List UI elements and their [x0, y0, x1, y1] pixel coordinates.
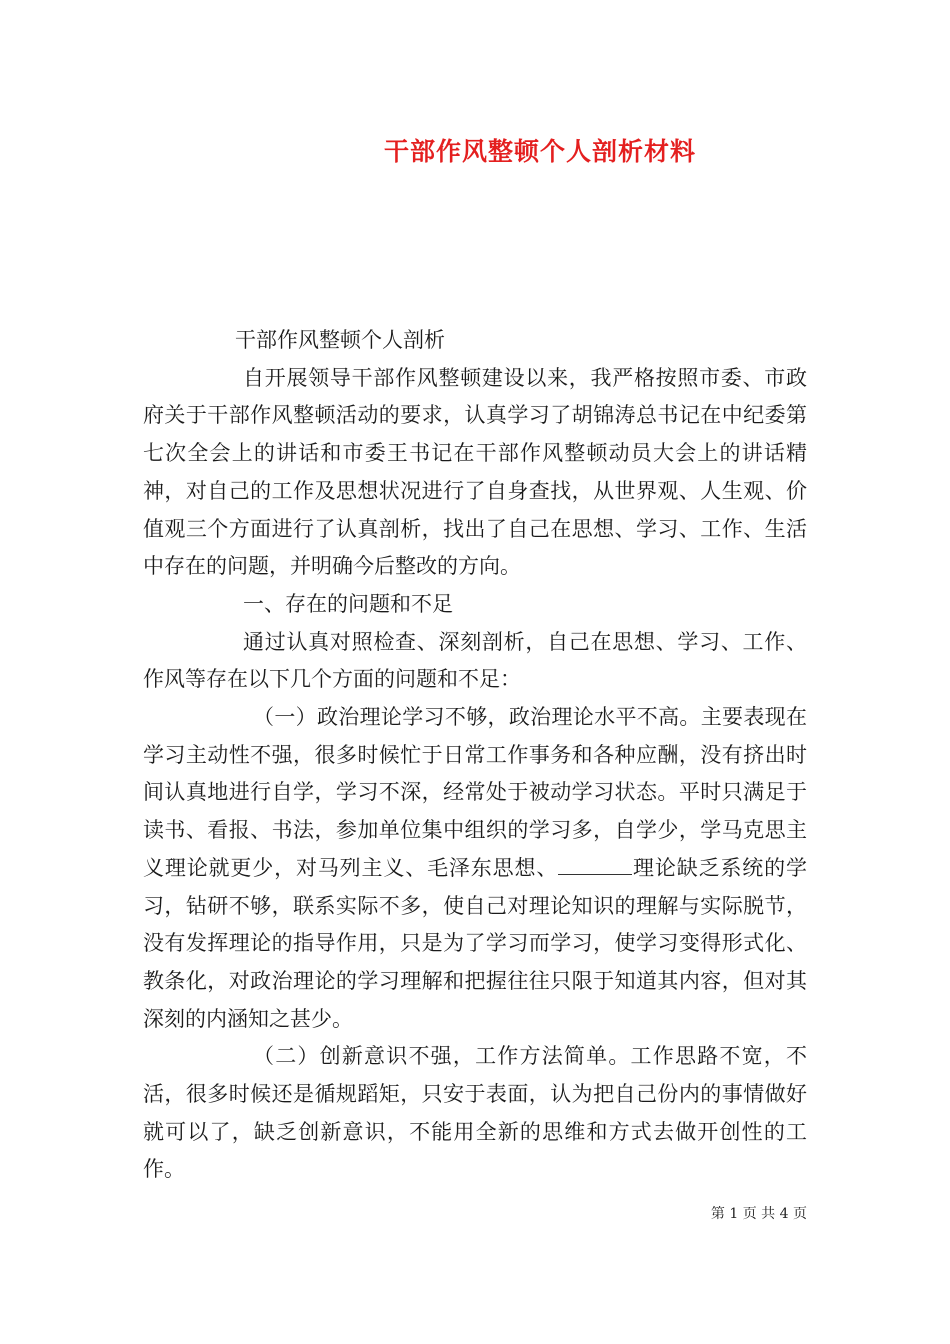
section-heading: 一、存在的问题和不足 [243, 591, 453, 616]
section-intro-paragraph: 通过认真对照检查、深刻剖析，自己在思想、学习、工作、作风等存在以下几个方面的问题和不足： [143, 629, 807, 692]
blank-underline [558, 858, 632, 875]
page-number-footer: 第 1 页 共 4 页 [710, 1206, 807, 1222]
item-one-paragraph [143, 699, 807, 1038]
subtitle-paragraph: 干部作风整顿个人剖析 [235, 328, 445, 352]
intro-paragraph: 自开展领导干部作风整顿建设以来，我严格按照市委、市政府关于干部作风整顿活动的要求，认真学习了胡锦涛总书记在中纪委第七次全会上的讲话和市委王书记在干部作风整顿动员大会上的讲话精神，对自己的工作及思想状况进行了自身查找，从世界观、人生观、价值观三个方面进行了认真剖析，找出了自己在思想、学习、工作、生活中存在的问题，并明确今后整改的方向。 [143, 365, 807, 579]
document-title: 干部作风整顿个人剖析材料 [383, 137, 696, 166]
item-one-continued-text: 理论缺乏系统的学习，钻研不够，联系实际不多，使自己对理论知识的理解与实际脱节，没有发挥理论的指导作用，只是为了学习而学习，使学习变得形式化、教条化，对政治理论的学习理解和把握往往只限于知道其内容，但对其深刻的内涵知之甚少。 [143, 855, 808, 1031]
item-two-paragraph: （二）创新意识不强，工作方法简单。工作思路不宽，不活，很多时候还是循规蹈矩，只安于表面，认为把自己份内的事情做好就可以了，缺乏创新意识，不能用全新的思维和方式去做开创性的工作。 [143, 1044, 807, 1182]
item-one-text: （一）政治理论学习不够，政治理论水平不高。主要表现在学习主动性不强，很多时候忙于日常工作事务和各种应酬，没有挤出时间认真地进行自学，学习不深，经常处于被动学习状态。平时只满足于读书、看报、书法，参加单位集中组织的学习多，自学少，学马克思主义理论就更少，对马列主义、毛泽东思想、 [143, 705, 807, 880]
document-body [143, 322, 807, 1189]
